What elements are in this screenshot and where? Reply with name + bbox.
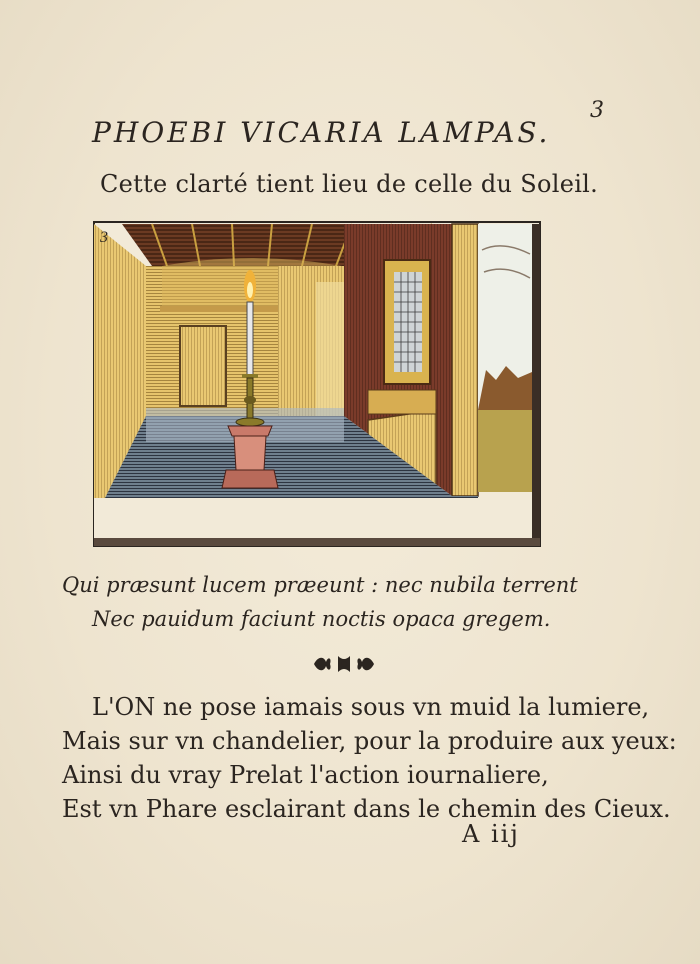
french-verse-line: Ainsi du vray Prelat l'action iournaliere, xyxy=(62,761,549,789)
french-verse-line: Est vn Phare esclairant dans le chemin des Cieux. xyxy=(62,795,671,823)
fleuron-ornament-icon xyxy=(310,650,378,678)
page-subtitle: Cette clarté tient lieu de celle du Soleil. xyxy=(100,170,599,198)
signature-mark: A iij xyxy=(462,820,520,848)
latin-verse-line: Qui præsunt lucem præeunt : nec nubila terrent xyxy=(62,573,578,597)
plate-number: 3 xyxy=(100,229,108,246)
french-verse-line: Mais sur vn chandelier, pour la produire aux yeux: xyxy=(62,727,677,755)
page-title: PHOEBI VICARIA LAMPAS. xyxy=(92,116,551,149)
french-verse-line: L'ON ne pose iamais sous vn muid la lumiere, xyxy=(92,693,650,721)
latin-verse-line: Nec pauidum faciunt noctis opaca gregem. xyxy=(92,607,551,631)
engraving-illustration xyxy=(92,220,542,548)
page-number: 3 xyxy=(590,98,604,123)
